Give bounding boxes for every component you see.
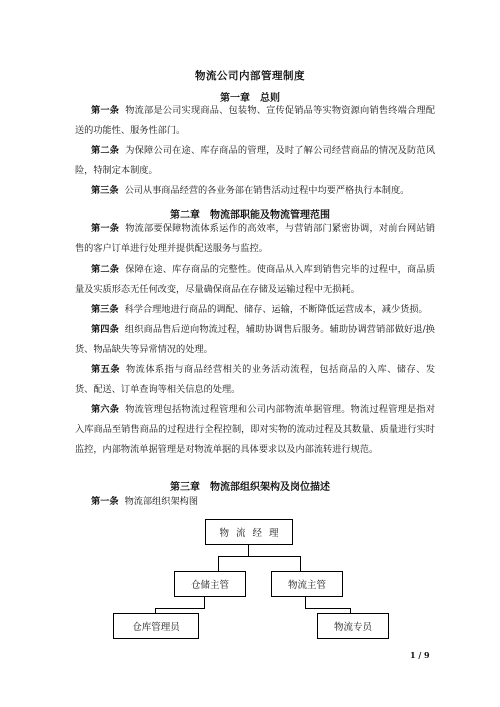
- article-label: 第一条: [91, 223, 120, 234]
- article-text: 公司从事商品经营的各业务部在销售活动过程中均要严格执行本制度。: [124, 185, 410, 196]
- article-label: 第二条: [91, 145, 120, 156]
- chapter-3-heading: 第三章 物流部组织架构及岗位描述: [170, 482, 330, 493]
- chapter-1-heading: 第一章 总则: [220, 93, 280, 104]
- article-label: 第四条: [91, 324, 119, 335]
- article-label: 第五条: [91, 364, 121, 375]
- connector-line: [218, 556, 219, 571]
- ch2-article-3: [75, 300, 435, 320]
- page-number: 1 / 9: [410, 650, 430, 660]
- article-text: 物流部是公司实现商品、包装物、宣传促销品等实物资源向销售终端合理配送的功能性、服务性部门。: [75, 105, 436, 136]
- ch2-article-2: [75, 260, 435, 300]
- article-text: 物流体系指与商品经营相关的业务活动流程，包括商品的入库、储存、发货、配送、订单查询等相关信息的处理。: [75, 364, 436, 395]
- org-box-logistics-head: [271, 571, 343, 597]
- org-box-warehouse-admin: [113, 613, 199, 639]
- chapter-2-heading: 第二章 物流部职能及物流管理范围: [170, 210, 330, 221]
- article-text: 组织商品售后逆向物流过程，辅助协调售后服务。辅助协调营销部做好退/换货、物品缺失等异常情况的处理。: [75, 324, 435, 355]
- ch1-article-2: [75, 141, 435, 181]
- org-label-logistics-clerk: 物流专员: [333, 622, 372, 633]
- ch2-article-1: [75, 219, 435, 259]
- org-label-warehouse-head: 仓储主管: [190, 580, 229, 591]
- org-label-warehouse-admin: 仓库管理员: [132, 622, 180, 633]
- connector-line: [248, 544, 249, 556]
- article-text: 物流部要保障物流体系运作的高效率，与营销部门紧密协调，对前台网站销售的客户订单进行处理并提供配送服务与监控。: [75, 223, 436, 254]
- ch3-article-1: [75, 492, 435, 512]
- connector-line: [155, 608, 205, 609]
- article-label: 第六条: [91, 404, 120, 415]
- article-text: 为保障公司在途、库存商品的管理，及时了解公司经营商品的情况及防范风险，特制定本制度。: [75, 145, 436, 176]
- org-box-logistics-clerk: [317, 613, 389, 639]
- ch2-article-5: [75, 360, 435, 400]
- org-box-manager: [205, 519, 293, 545]
- connector-line: [218, 556, 301, 557]
- article-label: 第三条: [91, 185, 119, 196]
- ch2-article-6: [75, 400, 435, 460]
- org-box-warehouse-head: [174, 571, 246, 597]
- article-label: 第二条: [91, 264, 120, 275]
- org-label-manager: 物流经理: [219, 528, 286, 539]
- article-label: 第三条: [91, 304, 119, 315]
- article-text: 物流部组织架构图: [124, 496, 199, 507]
- org-label-logistics-head: 物流主管: [287, 580, 326, 591]
- article-text: 保障在途、库存商品的完整性。使商品从入库到销售完毕的过程中，商品质量及实质形态无任何改变，尽量确保商品在存储及运输过程中无损耗。: [75, 264, 436, 295]
- ch1-article-1: [75, 101, 435, 141]
- article-label: 第一条: [91, 496, 119, 507]
- article-text: 物流管理包括物流过程管理和公司内部物流单据管理。物流过程管理是指对入库商品至销售商品的过程进行全程控制，即对实物的流动过程及其数量、质量进行实时监控，内部物流单据管理是对物流单据的具体要求以及内部流转进行规范。: [75, 404, 436, 455]
- article-label: 第一条: [91, 105, 120, 116]
- article-text: 科学合理地进行商品的调配、储存、运输，不断降低运营成本，减少货损。: [124, 304, 428, 315]
- connector-line: [300, 556, 301, 571]
- document-title: 物流公司内部管理制度: [195, 70, 305, 82]
- ch2-article-4: [75, 320, 435, 360]
- ch1-article-3: [75, 181, 435, 201]
- connector-line: [305, 608, 350, 609]
